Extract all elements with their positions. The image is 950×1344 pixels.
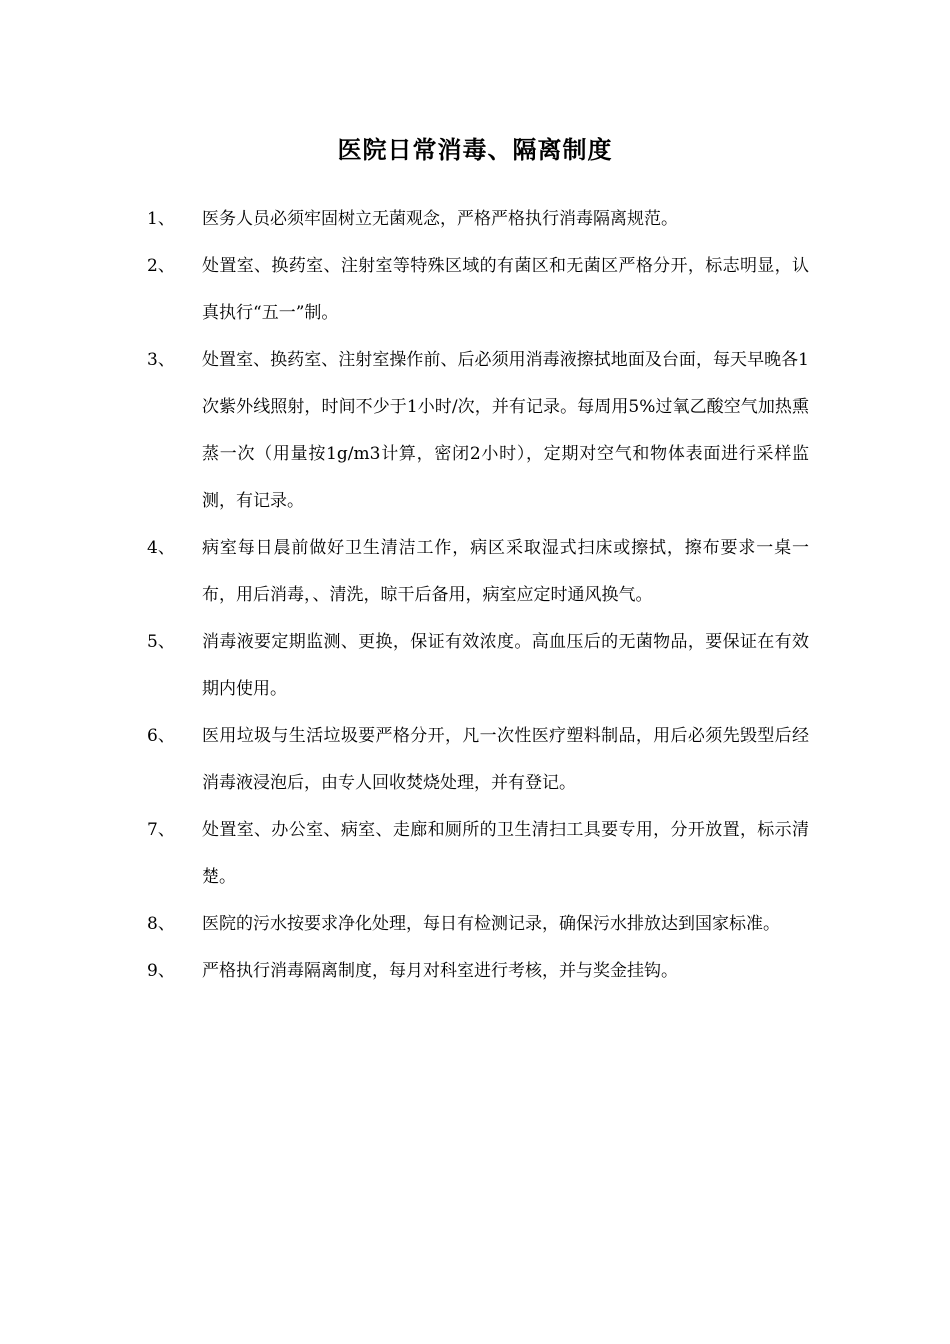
list-item: [0, 901, 809, 948]
item-number: 9、: [147, 961, 175, 981]
item-text: 病室每日晨前做好卫生清洁工作，病区采取湿式扫床或擦拭，擦布要求一桌一布，用后消毒，、清洗，晾干后备用，病室应定时通风换气。: [202, 538, 809, 605]
item-number: 1、: [147, 209, 175, 229]
list-item: [0, 948, 809, 995]
item-text: 严格执行消毒隔离制度，每月对科室进行考核，并与奖金挂钩。: [202, 961, 678, 981]
list-item: [0, 337, 809, 525]
page-title: 医院日常消毒、隔离制度: [337, 135, 613, 164]
item-text: 医用垃圾与生活垃圾要严格分开，凡一次性医疗塑料制品，用后必须先毁型后经消毒液浸泡后，由专人回收焚烧处理，并有登记。: [202, 726, 809, 793]
item-number: 7、: [147, 820, 175, 840]
list-item: [0, 196, 809, 243]
rules-list: [0, 196, 950, 995]
list-item: [0, 713, 809, 807]
item-text: 处置室、换药室、注射室操作前、后必须用消毒液擦拭地面及台面，每天早晚各1次紫外线照射，时间不少于1小时/次，并有记录。每周用5%过氧乙酸空气加热熏蒸一次（用量按1g/m3计算，密闭2小时），定期对空气和物体表面进行采样监测，有记录。: [202, 350, 809, 511]
item-number: 8、: [147, 914, 175, 934]
list-item: [0, 243, 809, 337]
item-text: 处置室、换药室、注射室等特殊区域的有菌区和无菌区严格分开，标志明显，认真执行“五一”制。: [202, 256, 809, 323]
item-number: 3、: [147, 350, 175, 370]
list-item: [0, 525, 809, 619]
item-text: 医院的污水按要求净化处理，每日有检测记录，确保污水排放达到国家标准。: [202, 914, 780, 934]
list-item: [0, 619, 809, 713]
item-number: 5、: [147, 632, 175, 652]
item-text: 消毒液要定期监测、更换，保证有效浓度。高血压后的无菌物品，要保证在有效期内使用。: [202, 632, 809, 699]
item-text: 处置室、办公室、病室、走廊和厕所的卫生清扫工具要专用，分开放置，标示清楚。: [202, 820, 809, 887]
list-item: [0, 807, 809, 901]
item-text: 医务人员必须牢固树立无菌观念，严格严格执行消毒隔离规范。: [202, 209, 678, 229]
item-number: 6、: [147, 726, 175, 746]
item-number: 4、: [147, 538, 175, 558]
item-number: 2、: [147, 256, 175, 276]
